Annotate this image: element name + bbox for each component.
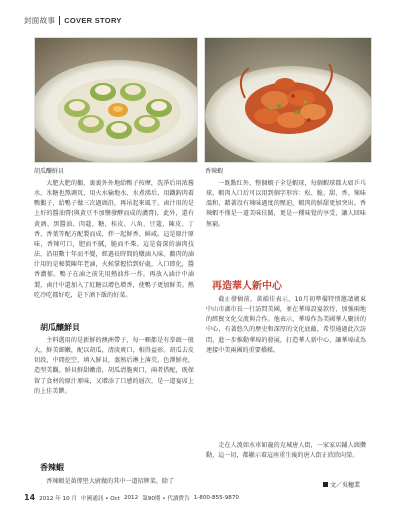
- footer-magazine: 中國通訊 • Oct: [81, 495, 120, 502]
- subhead-spicy-shrimp: 香辣蝦: [40, 463, 64, 472]
- photo-spicy-shrimp: [204, 37, 372, 163]
- right-paragraph-3: 走在人流如水車如龍的克城唐人街，一家家店鋪人頭攢動，這一切，都顯示着這座重生後的唐人街正欣欣向榮。: [206, 442, 366, 460]
- photo-cucumber-scallop: [34, 37, 198, 163]
- byline-text: 文／吳穗業: [330, 482, 361, 489]
- footer-year: 2012: [123, 494, 139, 501]
- photo-caption-left: 胡瓜釀鮮貝: [34, 168, 65, 175]
- right-column: [206, 179, 366, 259]
- subhead-cucumber-scallop: 胡瓜釀鮮貝: [40, 323, 80, 332]
- footer-phone: 1-800-855-9870: [193, 494, 239, 501]
- right-paragraph-1: 一既點红外，整個蝦子全是蝦球，每個蝦球都大如乒乓球，蝦肉入口后可以用到個字形容：松、脆、甜、香。辣味溫和，藉著沒有辣味過度的壓迫，蝦肉的鮮甜更加突出。香辣蝦不僅是一道美味佳餚，更是一種味覺的享受，讓人回味無窮。: [206, 180, 366, 228]
- left-column-part3: [34, 477, 194, 488]
- right-paragraph-2: 截止發稿前，黃韻佳表示，10月初準備特別邀請廣東中山市湖市長一行訪問美國，並在華埠設宴款待，加強兩地的經貿文化交流與合作。他表示，華埠作為美國華人聚居的中心，有著悠久的歷史和深厚的文化底蘊，希望通過此次訪問，進一步推動華埠的發展，打造華人新中心，讓華埠成為連接中美兩國的重要橋樑。: [206, 296, 366, 354]
- right-column-part2: [206, 295, 366, 437]
- page-number: 14: [24, 493, 36, 502]
- cover-story-label: COVER STORY: [64, 15, 122, 25]
- photo-caption-right: 香辣蝦: [205, 168, 224, 175]
- footer-issue: 2012 年 10 月: [39, 495, 78, 502]
- byline: [323, 480, 360, 489]
- left-paragraph-3: 香辣蝦是黃偉堅大廚做的其中一道招牌菜，除了: [46, 478, 175, 485]
- byline-square-icon: [323, 482, 328, 487]
- section-title: 再造華人新中心: [212, 281, 282, 292]
- header-divider: [59, 16, 60, 25]
- food-photo-left: [35, 38, 197, 162]
- left-paragraph-1: 大肥大肥的鵝，裹裹外外地給鴨子按摩，洗凈后用浓酱水、氷糖也熬调页、用火水输地水、水煮沸后、用鐵鈎肉着鴨鵝子，給鴨子做三次過頭沿，再吊起來風干。鹵汁用的是上好的醬油膏(與黄豆不加鹽發酵而成的濃膏)，此外，還有黄酒、黑醬油、肉蔻、糖、桂皮、八角、豆蔻、陳皮、丁香、香葉等配方配製而成，拌一起鮮香、鲜咸。這是原汁原味，香辣可口，肥而不膩，脆而不柴。這是資深的滷肉技法，沿用數十年而不變，經過長時間的燉滷入味。鵝肉的滷汁用的是秘製陳年老滷，火候掌握恰到好處，入口即化，醬香濃郁。鴨子在滷之前先用熱油炸一炸，再放入滷汁中滷製，鹵汁中還加入了紅糖以增色增香，使鴨子更加鮮美。熱吃冷吃都好吃，是下酒下飯的好菜。: [34, 180, 194, 299]
- page-footer: [24, 493, 374, 502]
- footer-issue2: 第90期 • 代讀費告: [142, 495, 190, 502]
- left-paragraph-2: 主料選用的是新鮮的澳洲帶子，每一顆都是有拳頭一般大，鮮美細嫩，配以胡瓜，清淡爽口，相得益彰。胡瓜去皮切段，中間挖空，填入鮮貝，蒸熟后淋上薄芡，色澤鮮亮，造型美觀。鮮貝鮮甜嫩滑，胡瓜清脆爽口，兩者搭配，既保留了食材的原汁原味，又增添了口感的層次，是一道宴席上的上佳美饌。: [34, 337, 194, 395]
- right-column-part3: [206, 441, 366, 472]
- page-header: [24, 14, 122, 26]
- food-photo-right: [205, 38, 371, 162]
- left-column-part2: [34, 336, 194, 458]
- section-label: 封面故事: [24, 15, 56, 25]
- left-column: [34, 179, 194, 314]
